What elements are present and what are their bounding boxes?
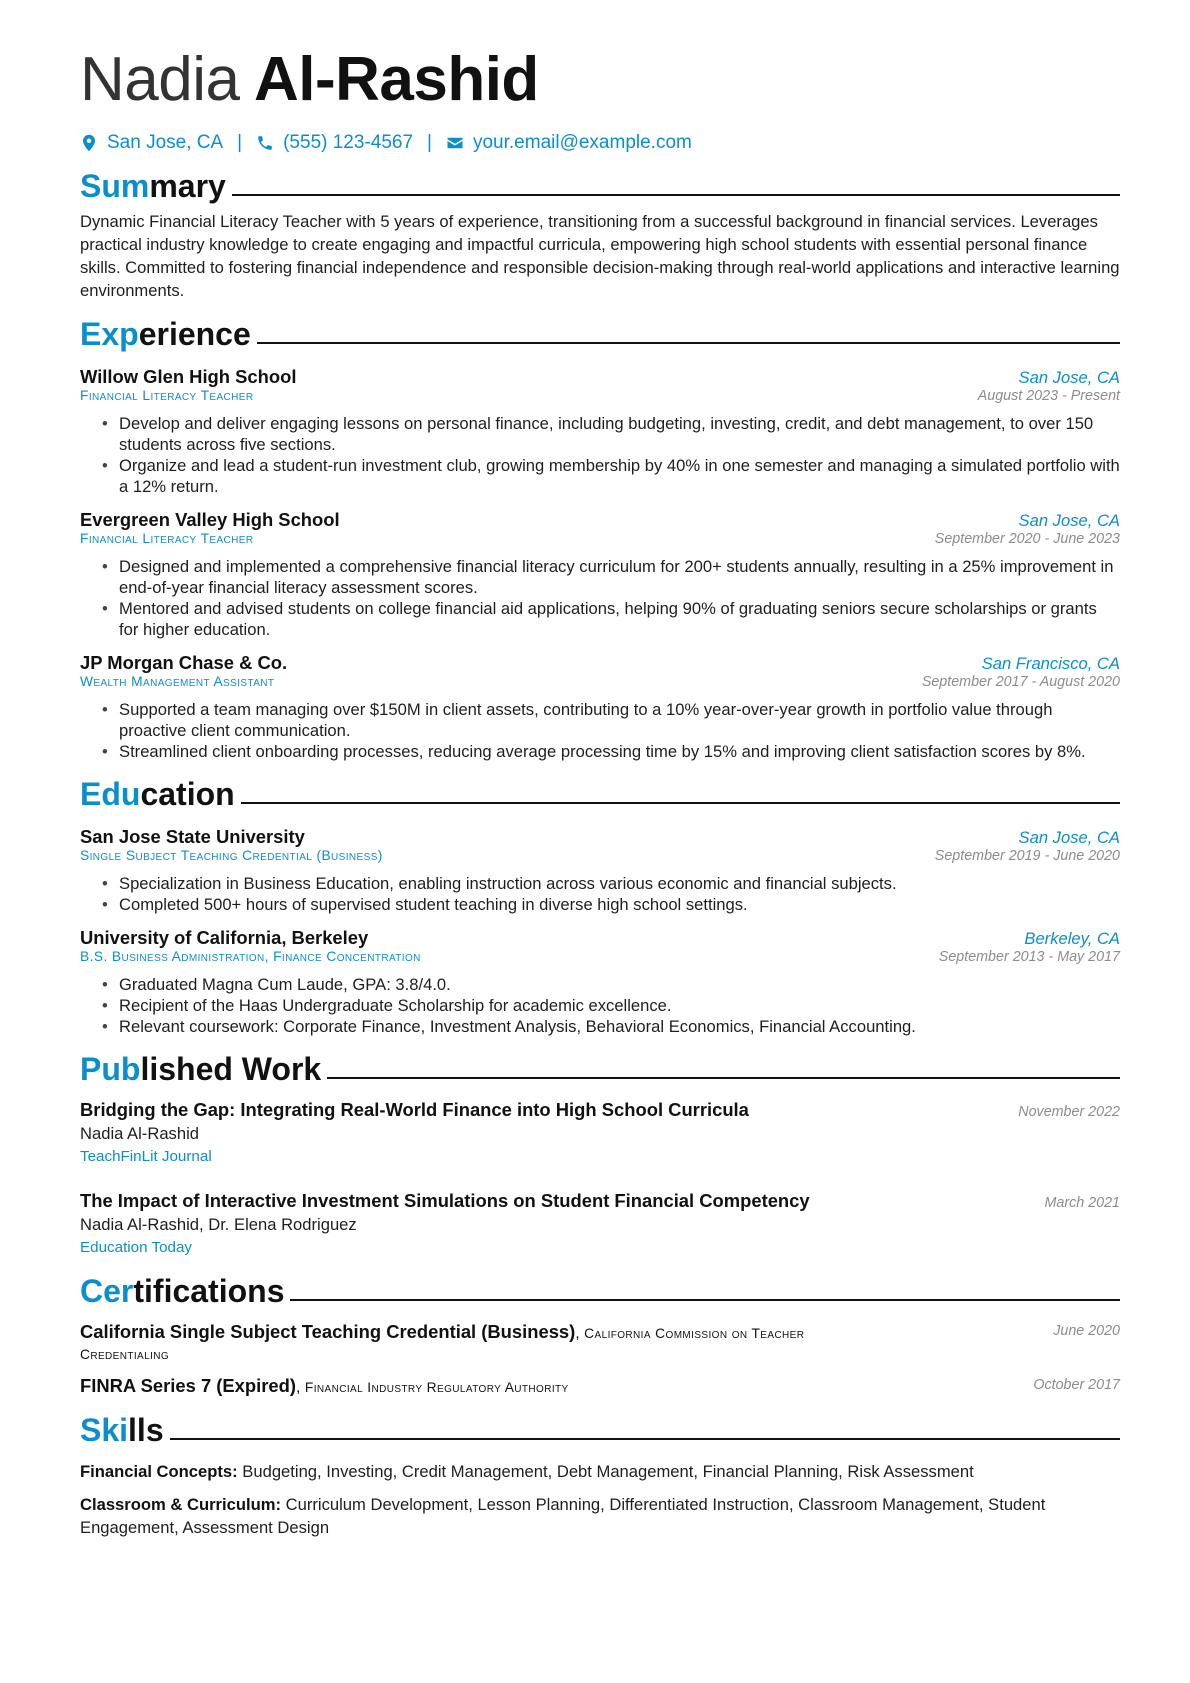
bullet-list [80,873,1120,915]
map-marker-icon [80,134,98,152]
job-location: San Jose, CA [1018,368,1120,387]
job-title: Wealth Management Assistant [80,674,275,689]
bullet-list [80,699,1120,762]
summary-section [80,166,1120,302]
published-work-section [80,1049,1120,1259]
publication-date: March 2021 [1044,1195,1120,1211]
education-entry [80,927,1120,1037]
bullet-item: • Completed 500+ hours of supervised student teaching in diverse high school settings. [119,894,1120,915]
employer-name: JP Morgan Chase & Co. [80,652,288,673]
certifications-section [80,1271,1120,1398]
bullet-item: • Mentored and advised students on college financial aid applications, helping 90% of graduating seniors secure scholarships or grants for higher education. [119,598,1120,640]
section-header [80,1049,1120,1089]
publication-venue: Education Today [80,1239,193,1256]
summary-text: Dynamic Financial Literacy Teacher with 5 years of experience, transitioning from a successful background in financial services. Leverages practical industry knowledge to create engaging and impactful curricula, empowering high school students with essential personal finance skills. Committed to fostering financial independence and responsible decision-making through real-world applications and interactive learning environments. [80,212,1120,300]
education-title: Education [80,776,235,812]
email-link: your.email@example.com [472,132,692,153]
first-name: Nadia [80,45,240,114]
section-header [80,166,1120,206]
experience-title: Experience [80,316,251,352]
location-text: San Jose, CA [107,132,224,153]
job-title: Financial Literacy Teacher [80,388,254,403]
certification-entry [80,1375,1120,1398]
bullet-item: • Recipient of the Haas Undergraduate Scholarship for academic excellence. [119,995,1120,1016]
certification-name: California Single Subject Teaching Credential (Business) [80,1321,576,1342]
certification-issuer: Financial Industry Regulatory Authority [304,1380,569,1395]
certification-name: FINRA Series 7 (Expired) [80,1375,296,1396]
contact-phone[interactable] [256,132,413,154]
publication-title: The Impact of Interactive Investment Simulations on Student Financial Competency [80,1190,810,1211]
contact-location [80,132,223,154]
last-name: Al-Rashid [253,45,539,114]
bullet-item: • Supported a team managing over $150M in client assets, contributing to a 10% year-over-year growth in portfolio value through proactive client communication. [119,699,1120,741]
contact-separator: | [237,132,243,153]
skill-list: Curriculum Development, Lesson Planning, Differentiated Instruction, Classroom Management, Student Engagement, Assessment Design [80,1495,1046,1537]
section-header [80,314,1120,354]
certification-date: June 2020 [1053,1323,1120,1339]
section-rule [232,194,1120,196]
job-location: San Jose, CA [1018,511,1120,530]
publication-authors: Nadia Al-Rashid [80,1124,199,1143]
job-title: Financial Literacy Teacher [80,531,254,546]
skills-title: Skills [80,1412,164,1448]
certification-date: October 2017 [1033,1377,1120,1393]
phone-text: (555) 123-4567 [283,132,414,153]
degree-title: Single Subject Teaching Credential (Business) [80,848,383,863]
employer-name: Willow Glen High School [80,366,297,387]
employer-name: Evergreen Valley High School [80,509,340,530]
bullet-list [80,556,1120,640]
publication-entry [80,1099,1120,1168]
bullet-item: • Relevant coursework: Corporate Finance, Investment Analysis, Behavioral Economics, Financial Accounting. [119,1016,1120,1037]
job-dates: September 2020 - June 2023 [934,531,1120,547]
envelope-icon [446,134,464,152]
job-location: San Francisco, CA [981,654,1120,673]
skill-row [80,1493,1120,1539]
contact-email[interactable] [446,132,692,154]
publication-venue: TeachFinLit Journal [80,1148,212,1165]
school-location: San Jose, CA [1018,828,1120,847]
school-dates: September 2019 - June 2020 [934,848,1120,864]
experience-entry [80,366,1120,497]
section-rule [327,1077,1120,1079]
skill-list: Budgeting, Investing, Credit Management, Debt Management, Financial Planning, Risk Assessment [242,1462,974,1481]
job-dates: September 2017 - August 2020 [921,674,1120,690]
section-rule [290,1299,1120,1301]
school-name: San Jose State University [80,826,305,847]
bullet-item: • Designed and implemented a comprehensive financial literacy curriculum for 200+ students annually, resulting in a 25% improvement in end-of-year financial literacy assessment scores. [119,556,1120,598]
bullet-item: • Develop and deliver engaging lessons on personal finance, including budgeting, investing, credit, and debt management, to over 150 students across five sections. [119,413,1120,455]
bullet-item: • Organize and lead a student-run investment club, growing membership by 40% in one semester and managing a simulated portfolio with a 12% return. [119,455,1120,497]
section-header [80,1410,1120,1450]
contact-separator: | [427,132,432,153]
section-header [80,1271,1120,1311]
certification-issuer: California Commission on Teacher Credentialing [80,1326,805,1362]
section-header [80,774,1120,814]
candidate-name [80,44,1120,116]
certification-entry [80,1321,1120,1365]
publication-authors: Nadia Al-Rashid, Dr. Elena Rodriguez [80,1215,357,1234]
skills-section [80,1410,1120,1539]
experience-entry [80,509,1120,640]
certification-separator: , [295,1379,305,1396]
publication-entry [80,1190,1120,1259]
education-section [80,774,1120,1037]
skill-row [80,1460,1120,1483]
school-dates: September 2013 - May 2017 [938,949,1120,965]
school-name: University of California, Berkeley [80,927,369,948]
summary-title: Summary [80,168,226,204]
section-rule [257,342,1120,344]
bullet-item: • Graduated Magna Cum Laude, GPA: 3.8/4.0. [119,974,1120,995]
experience-section [80,314,1120,762]
publication-title: Bridging the Gap: Integrating Real-World Finance into High School Curricula [80,1099,749,1120]
phone-icon [256,134,274,152]
school-location: Berkeley, CA [1024,929,1120,948]
contact-bar [80,132,1120,154]
bullet-list [80,413,1120,497]
experience-entry [80,652,1120,762]
education-entry [80,826,1120,915]
skill-category: Financial Concepts: [80,1462,238,1481]
skill-category: Classroom & Curriculum: [80,1495,282,1514]
publication-date: November 2022 [1018,1104,1120,1120]
degree-title: B.S. Business Administration, Finance Concentration [80,949,421,964]
section-rule [241,802,1120,804]
bullet-item: • Specialization in Business Education, enabling instruction across various economic and financial subjects. [119,873,1120,894]
job-dates: August 2023 - Present [977,388,1120,404]
certification-separator: , [575,1325,585,1342]
published-work-title: Published Work [80,1051,322,1087]
bullet-item: • Streamlined client onboarding processes, reducing average processing time by 15% and improving client satisfaction scores by 8%. [119,741,1120,762]
bullet-list [80,974,1120,1037]
section-rule [170,1438,1120,1440]
certifications-title: Certifications [80,1273,285,1309]
